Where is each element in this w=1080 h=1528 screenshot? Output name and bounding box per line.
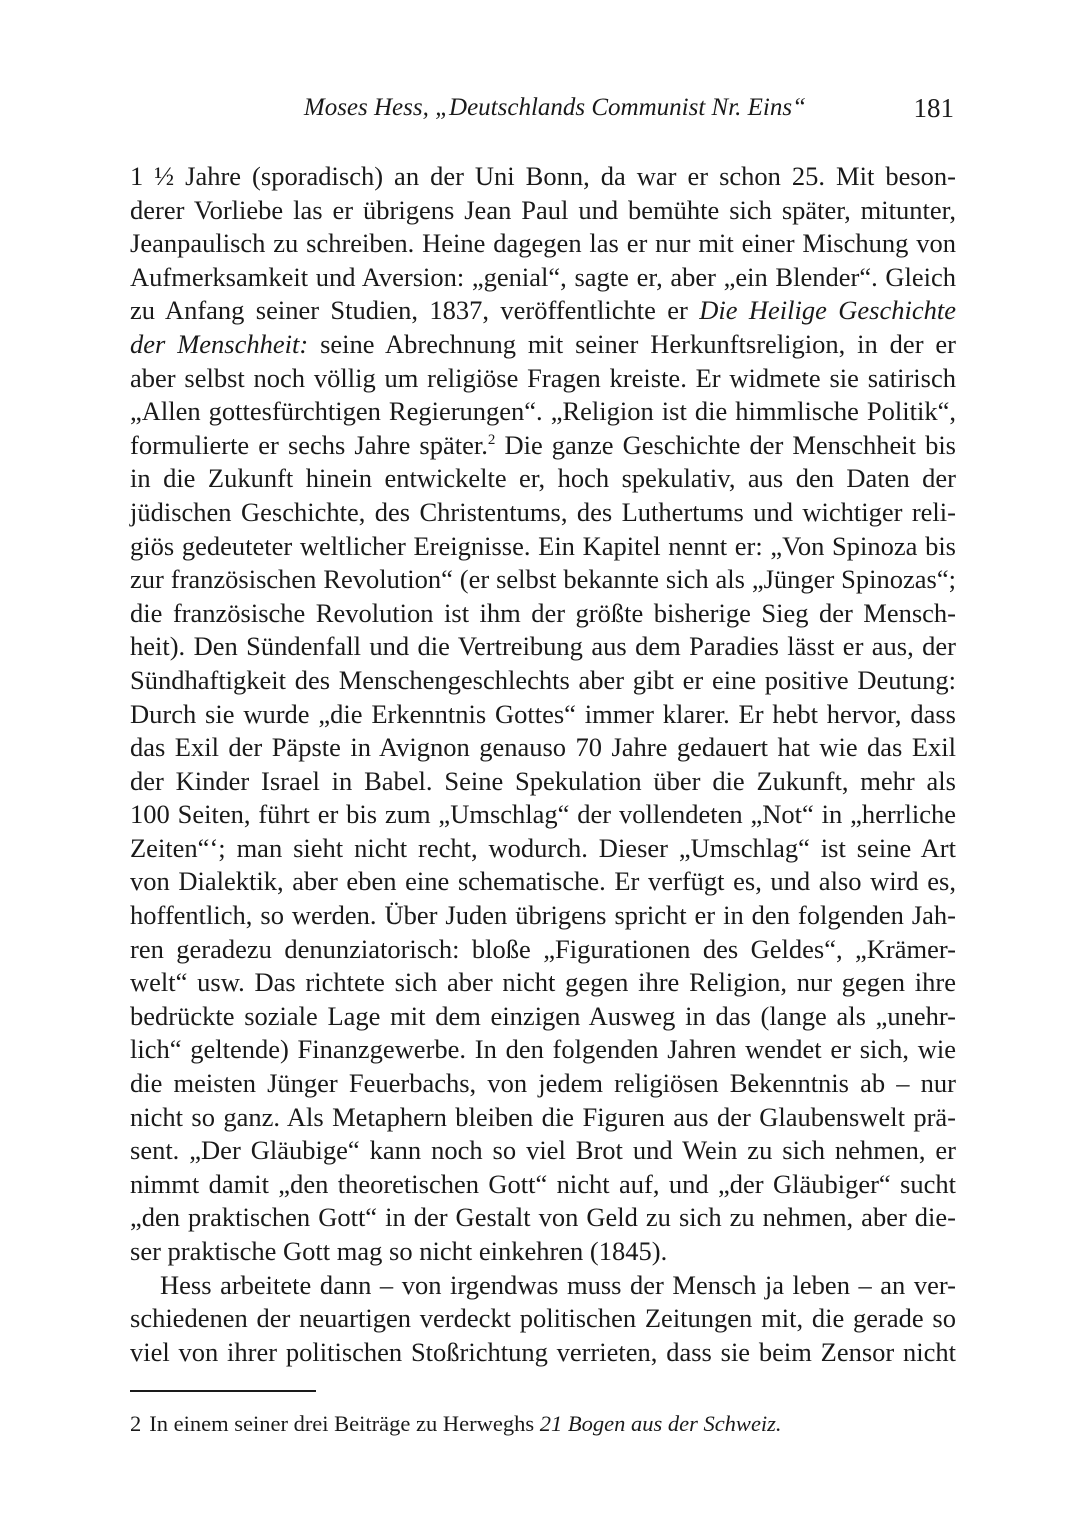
footnote-number: 2 (130, 1411, 142, 1436)
text-line: nimmt damit „den theoretischen Gott“ nicht auf, und „der Gläubiger“ sucht (130, 1168, 956, 1199)
text-line: Sündhaftigkeit des Menschengeschlechts aber gibt er eine positive Deutung: (130, 664, 956, 695)
footnote-divider (130, 1390, 316, 1392)
text-line: hoffentlich, so werden. Über Juden übrigens spricht er in den folgenden Jah- (130, 900, 956, 931)
text-line-paragraph-start: Hess arbeitete dann – von irgendwas muss der Mensch ja leben – an ver- (160, 1269, 956, 1300)
running-title: Moses Hess, „Deutschlands Communist Nr. Eins“ (303, 94, 806, 121)
book-title-italic: Die Heilige Geschichte (699, 295, 957, 326)
text-line: Aufmerksamkeit und Aversion: „genial“, sagte er, aber „ein Blender“. Gleich (130, 261, 956, 292)
text-segment: seine Abrechnung mit seiner Herkunftsreligion, in der er (320, 328, 956, 359)
text-line: die meisten Jünger Feuerbachs, von jedem religiösen Bekenntnis ab – nur (130, 1068, 956, 1099)
text-line: viel von ihrer politischen Stoßrichtung verrieten, dass sie beim Zensor nicht (130, 1336, 956, 1367)
text-line: sent. „Der Gläubige“ kann noch so viel Brot und Wein zu sich nehmen, er (130, 1135, 956, 1166)
footnote-marker[interactable]: 2 (487, 431, 496, 448)
book-page (130, 0, 956, 1528)
text-line: Zeiten“‘; man sieht nicht recht, wodurch. Dieser „Umschlag“ ist seine Art (130, 832, 956, 863)
body-text (130, 160, 956, 1369)
text-line: bedrückte soziale Lage mit dem einzigen Ausweg in das (lange als „unehr- (130, 1000, 956, 1031)
text-line: Durch sie wurde „die Erkenntnis Gottes“ immer klarer. Er hebt hervor, dass (130, 698, 956, 729)
running-head (130, 90, 956, 130)
text-line: schiedenen der neuartigen verdeckt politischen Zeitungen mit, die gerade so (130, 1303, 956, 1334)
text-line: der Kinder Israel in Babel. Seine Spekulation über die Zukunft, mehr als (130, 765, 956, 796)
text-line: lich“ geltende) Finanzgewerbe. In den folgenden Jahren wendet er sich, wie (130, 1034, 956, 1065)
text-line: das Exil der Päpste in Avignon genauso 70 Jahre gedauert hat wie das Exil (130, 732, 956, 763)
text-line: ser praktische Gott mag so nicht einkehren (1845). (130, 1236, 668, 1266)
text-line: aber selbst noch völlig um religiöse Fragen kreiste. Er widmete sie satirisch (130, 362, 956, 393)
text-line: 1 ½ Jahre (sporadisch) an der Uni Bonn, da war er schon 25. Mit beson- (130, 161, 956, 191)
text-line: zur französischen Revolution“ (er selbst bekannte sich als „Jünger Spinozas“; (130, 564, 956, 595)
text-line (130, 429, 956, 463)
text-line: Jeanpaulisch zu schreiben. Heine dagegen las er nur mit einer Mischung von (130, 228, 956, 259)
text-segment: formulierte er sechs Jahre später. (130, 429, 488, 460)
text-line: nicht so ganz. Als Metaphern bleiben die Figuren aus der Glaubenswelt prä- (130, 1101, 956, 1132)
book-title-italic: der Menschheit: (130, 328, 309, 359)
text-line (130, 328, 956, 362)
footnote-book-title: 21 Bogen aus der Schweiz. (539, 1411, 782, 1436)
text-line: jüdischen Geschichte, des Christentums, des Luthertums und wichtiger reli- (130, 496, 956, 527)
text-line: in die Zukunft hinein entwickelte er, hoch spekulativ, aus den Daten der (130, 463, 956, 494)
text-segment: zu Anfang seiner Studien, 1837, veröffentlichte er (130, 295, 688, 326)
text-line (130, 294, 956, 328)
text-line: von Dialektik, aber eben eine schematische. Er verfügt es, und also wird es, (130, 866, 956, 897)
text-segment: Die ganze Geschichte der Menschheit bis (504, 429, 956, 460)
text-line: giös gedeuteter weltlicher Ereignisse. Ein Kapitel nennt er: „Von Spinoza bis (130, 530, 956, 561)
text-line: 100 Seiten, führt er bis zum „Umschlag“ der vollendeten „Not“ in „herrliche (130, 799, 956, 830)
page-number: 181 (913, 93, 954, 123)
text-line: derer Vorliebe las er übrigens Jean Paul und bemühte sich später, mitunter, (130, 194, 956, 225)
text-line: „den praktischen Gott“ in der Gestalt von Geld zu sich zu nehmen, aber die- (130, 1202, 956, 1233)
text-line: „Allen gottesfürchtigen Regierungen“. „Religion ist die himmlische Politik“, (130, 396, 956, 427)
footnote (130, 1408, 956, 1440)
text-line: die französische Revolution ist ihm der größte bisherige Sieg der Mensch- (130, 597, 956, 628)
footnote-text: In einem seiner drei Beiträge zu Herweghs (149, 1411, 535, 1436)
text-line: welt“ usw. Das richtete sich aber nicht gegen ihre Religion, nur gegen ihre (130, 967, 956, 998)
text-line: heit). Den Sündenfall und die Vertreibung aus dem Paradies lässt er aus, der (130, 631, 956, 662)
text-line: ren geradezu denunziatorisch: bloße „Figurationen des Geldes“, „Krämer- (130, 933, 956, 964)
